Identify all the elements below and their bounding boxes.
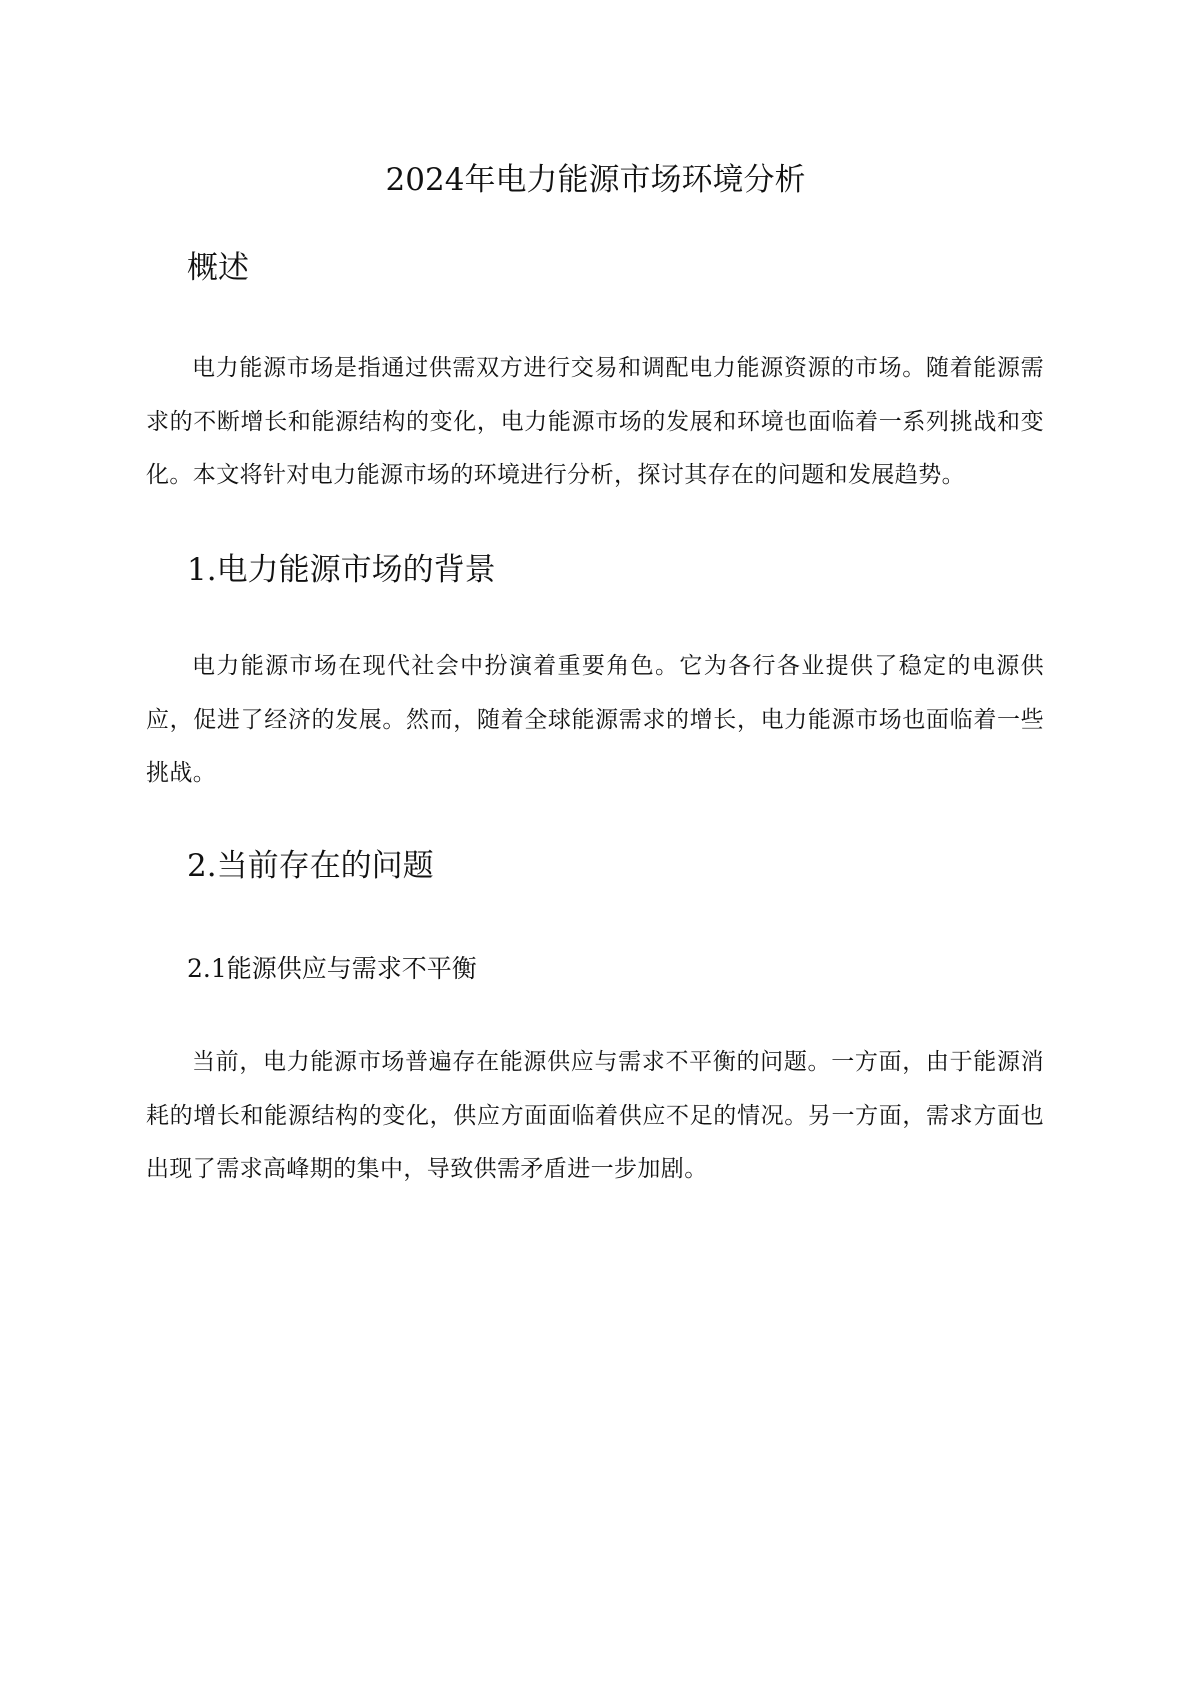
section-2-1-heading: 2.1能源供应与需求不平衡 [187,954,477,983]
document-title: 2024年电力能源市场环境分析 [385,162,806,198]
section-2-heading: 2.当前存在的问题 [187,848,434,884]
overview-heading: 概述 [187,250,249,286]
section-1-paragraph: 电力能源市场在现代社会中扮演着重要角色。它为各行各业提供了稳定的电源供应，促进了经济的发展。然而，随着全球能源需求的增长，电力能源市场也面临着一些挑战。 [146,653,1044,786]
section-1-heading: 1.电力能源市场的背景 [187,552,496,588]
overview-paragraph: 电力能源市场是指通过供需双方进行交易和调配电力能源资源的市场。随着能源需求的不断增长和能源结构的变化，电力能源市场的发展和环境也面临着一系列挑战和变化。本文将针对电力能源市场的环境进行分析，探讨其存在的问题和发展趋势。 [146,355,1044,488]
section-2-1-paragraph: 当前，电力能源市场普遍存在能源供应与需求不平衡的问题。一方面，由于能源消耗的增长和能源结构的变化，供应方面面临着供应不足的情况。另一方面，需求方面也出现了需求高峰期的集中，导致供需矛盾进一步加剧。 [146,1049,1044,1182]
